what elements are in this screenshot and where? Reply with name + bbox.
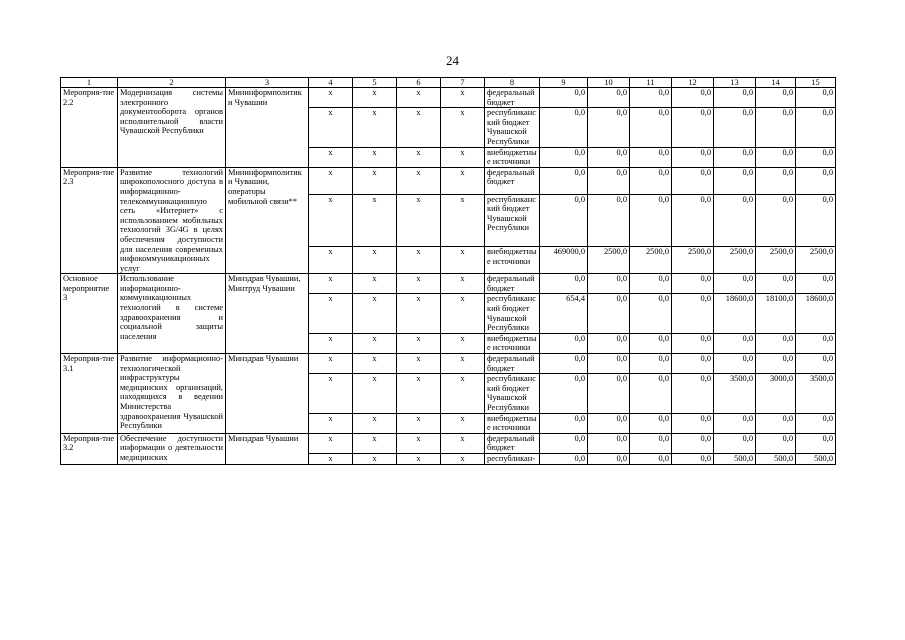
mark-cell: х <box>353 413 397 433</box>
mark-cell: х <box>441 354 485 374</box>
value-cell: 0,0 <box>588 108 630 147</box>
value-cell: 0,0 <box>756 167 796 194</box>
value-cell: 0,0 <box>756 333 796 353</box>
value-cell: 500,0 <box>756 453 796 464</box>
mark-cell: х <box>441 147 485 167</box>
value-cell: 2500,0 <box>796 247 836 274</box>
value-cell: 0,0 <box>588 147 630 167</box>
mark-cell: х <box>397 354 441 374</box>
funding-source: внебюджетные источники <box>485 147 540 167</box>
value-cell: 0,0 <box>672 453 714 464</box>
value-cell: 0,0 <box>540 333 588 353</box>
value-cell: 0,0 <box>714 88 756 108</box>
mark-cell: х <box>353 247 397 274</box>
funding-source: республикан- <box>485 453 540 464</box>
value-cell: 0,0 <box>588 274 630 294</box>
mark-cell: х <box>397 167 441 194</box>
value-cell: 500,0 <box>796 453 836 464</box>
value-cell: 2500,0 <box>756 247 796 274</box>
value-cell: 18600,0 <box>796 294 836 333</box>
funding-source: федеральный бюджет <box>485 433 540 453</box>
column-number: 15 <box>796 78 836 88</box>
mark-cell: х <box>309 194 353 247</box>
column-number: 3 <box>226 78 309 88</box>
event-executor: Мининформполитики Чувашии <box>226 88 309 168</box>
mark-cell: х <box>353 433 397 453</box>
column-number: 7 <box>441 78 485 88</box>
value-cell: 0,0 <box>796 433 836 453</box>
mark-cell: х <box>441 167 485 194</box>
mark-cell: х <box>441 333 485 353</box>
mark-cell: х <box>309 247 353 274</box>
value-cell: 2500,0 <box>714 247 756 274</box>
value-cell: 0,0 <box>540 88 588 108</box>
event-executor: Минздрав Чувашии <box>226 433 309 464</box>
mark-cell: х <box>353 108 397 147</box>
value-cell: 0,0 <box>796 274 836 294</box>
value-cell: 0,0 <box>630 147 672 167</box>
value-cell: 0,0 <box>630 108 672 147</box>
column-number: 6 <box>397 78 441 88</box>
value-cell: 0,0 <box>540 274 588 294</box>
value-cell: 0,0 <box>672 294 714 333</box>
value-cell: 0,0 <box>672 274 714 294</box>
mark-cell: х <box>441 433 485 453</box>
value-cell: 0,0 <box>796 108 836 147</box>
value-cell: 0,0 <box>540 147 588 167</box>
funding-source: внебюджетные источники <box>485 333 540 353</box>
table-row <box>61 88 836 108</box>
table-row <box>61 433 836 453</box>
value-cell: 0,0 <box>588 433 630 453</box>
event-code: Мероприя-тие 2.3 <box>61 167 118 274</box>
value-cell: 0,0 <box>588 413 630 433</box>
mark-cell: х <box>397 433 441 453</box>
mark-cell: х <box>353 274 397 294</box>
mark-cell: х <box>309 108 353 147</box>
mark-cell: х <box>397 274 441 294</box>
mark-cell: х <box>353 147 397 167</box>
funding-source: федеральный бюджет <box>485 354 540 374</box>
value-cell: 0,0 <box>630 88 672 108</box>
value-cell: 0,0 <box>714 433 756 453</box>
mark-cell: х <box>397 147 441 167</box>
mark-cell: х <box>441 88 485 108</box>
value-cell: 0,0 <box>588 294 630 333</box>
value-cell: 0,0 <box>672 413 714 433</box>
mark-cell: х <box>353 294 397 333</box>
value-cell: 0,0 <box>540 167 588 194</box>
table-body <box>61 78 836 465</box>
value-cell: 2500,0 <box>672 247 714 274</box>
mark-cell: х <box>397 453 441 464</box>
column-number: 2 <box>118 78 226 88</box>
mark-cell: х <box>309 354 353 374</box>
value-cell: 0,0 <box>630 294 672 333</box>
mark-cell: х <box>441 453 485 464</box>
value-cell: 0,0 <box>588 167 630 194</box>
event-name: Использование информационно-коммуникационных технологий в системе здравоохранения и социальной защиты населения <box>118 274 226 354</box>
funding-source: республиканский бюджет Чувашской Республики <box>485 294 540 333</box>
value-cell: 0,0 <box>796 167 836 194</box>
value-cell: 0,0 <box>796 333 836 353</box>
page-number: 24 <box>446 53 459 68</box>
value-cell: 0,0 <box>672 167 714 194</box>
value-cell: 0,0 <box>630 333 672 353</box>
value-cell: 0,0 <box>630 433 672 453</box>
value-cell: 0,0 <box>756 88 796 108</box>
value-cell: 3000,0 <box>756 374 796 413</box>
mark-cell: х <box>397 294 441 333</box>
value-cell: 654,4 <box>540 294 588 333</box>
mark-cell: х <box>309 167 353 194</box>
value-cell: 0,0 <box>714 194 756 247</box>
value-cell: 0,0 <box>672 333 714 353</box>
mark-cell: х <box>309 274 353 294</box>
funding-source: федеральный бюджет <box>485 274 540 294</box>
mark-cell: х <box>441 194 485 247</box>
value-cell: 0,0 <box>672 194 714 247</box>
funding-source: федеральный бюджет <box>485 167 540 194</box>
mark-cell: х <box>353 88 397 108</box>
value-cell: 0,0 <box>540 194 588 247</box>
value-cell: 0,0 <box>540 374 588 413</box>
value-cell: 0,0 <box>630 167 672 194</box>
mark-cell: х <box>309 333 353 353</box>
value-cell: 0,0 <box>756 354 796 374</box>
value-cell: 0,0 <box>796 413 836 433</box>
value-cell: 0,0 <box>796 147 836 167</box>
value-cell: 0,0 <box>630 374 672 413</box>
value-cell: 0,0 <box>714 147 756 167</box>
value-cell: 0,0 <box>630 194 672 247</box>
value-cell: 0,0 <box>714 108 756 147</box>
event-executor: Минздрав Чувашии, Минтруд Чувашии <box>226 274 309 354</box>
mark-cell: х <box>309 413 353 433</box>
value-cell: 0,0 <box>588 374 630 413</box>
table-row <box>61 274 836 294</box>
mark-cell: х <box>353 167 397 194</box>
column-number: 10 <box>588 78 630 88</box>
value-cell: 0,0 <box>630 354 672 374</box>
value-cell: 0,0 <box>672 354 714 374</box>
value-cell: 0,0 <box>540 413 588 433</box>
value-cell: 0,0 <box>630 453 672 464</box>
mark-cell: х <box>353 354 397 374</box>
event-code: Основное мероприятие 3 <box>61 274 118 354</box>
value-cell: 0,0 <box>672 433 714 453</box>
value-cell: 0,0 <box>672 147 714 167</box>
value-cell: 0,0 <box>756 194 796 247</box>
mark-cell: х <box>397 108 441 147</box>
mark-cell: х <box>309 147 353 167</box>
column-number: 14 <box>756 78 796 88</box>
mark-cell: х <box>397 247 441 274</box>
funding-source: республиканский бюджет Чувашской Республики <box>485 108 540 147</box>
value-cell: 2500,0 <box>630 247 672 274</box>
mark-cell: х <box>397 413 441 433</box>
value-cell: 0,0 <box>588 333 630 353</box>
event-name: Развитие информационно-технологической инфраструктуры медицинских организаций, находящихся в ведении Министерства здравоохранения Чувашской Республики <box>118 354 226 434</box>
value-cell: 0,0 <box>672 88 714 108</box>
value-cell: 500,0 <box>714 453 756 464</box>
value-cell: 0,0 <box>588 354 630 374</box>
value-cell: 0,0 <box>540 354 588 374</box>
value-cell: 469000,0 <box>540 247 588 274</box>
mark-cell: х <box>353 453 397 464</box>
value-cell: 0,0 <box>714 333 756 353</box>
table-row <box>61 167 836 194</box>
column-number: 5 <box>353 78 397 88</box>
mark-cell: х <box>309 453 353 464</box>
column-number: 4 <box>309 78 353 88</box>
value-cell: 0,0 <box>714 167 756 194</box>
value-cell: 3500,0 <box>796 374 836 413</box>
mark-cell: х <box>441 108 485 147</box>
column-number: 13 <box>714 78 756 88</box>
mark-cell: х <box>441 274 485 294</box>
event-code: Мероприя-тие 3.1 <box>61 354 118 434</box>
event-name: Модернизация системы электронного документооборота органов исполнительной власти Чувашской Республики <box>118 88 226 168</box>
value-cell: 0,0 <box>756 274 796 294</box>
funding-source: республиканский бюджет Чувашской Республики <box>485 194 540 247</box>
value-cell: 0,0 <box>588 88 630 108</box>
value-cell: 0,0 <box>756 433 796 453</box>
event-code: Мероприя-тие 3.2 <box>61 433 118 464</box>
funding-source: республиканский бюджет Чувашской Республики <box>485 374 540 413</box>
mark-cell: х <box>397 194 441 247</box>
value-cell: 18100,0 <box>756 294 796 333</box>
value-cell: 0,0 <box>796 354 836 374</box>
value-cell: 0,0 <box>756 413 796 433</box>
event-name: Развитие технологий широкополосного доступа в информационно-телекоммуникационную сеть «Интернет» с использованием мобильных технологий 3G/4G в целях обеспечения доступности для населения современных инфокоммуникационных услуг <box>118 167 226 274</box>
value-cell: 0,0 <box>796 88 836 108</box>
column-number: 12 <box>672 78 714 88</box>
value-cell: 0,0 <box>796 194 836 247</box>
mark-cell: х <box>441 247 485 274</box>
value-cell: 0,0 <box>588 453 630 464</box>
value-cell: 0,0 <box>630 274 672 294</box>
mark-cell: х <box>353 374 397 413</box>
value-cell: 0,0 <box>714 413 756 433</box>
column-number: 9 <box>540 78 588 88</box>
event-executor: Минздрав Чувашии <box>226 354 309 434</box>
value-cell: 0,0 <box>588 194 630 247</box>
value-cell: 0,0 <box>630 413 672 433</box>
event-executor: Мининформполитики Чувашии, операторы мобильной связи** <box>226 167 309 274</box>
event-code: Мероприя-тие 2.2 <box>61 88 118 168</box>
value-cell: 0,0 <box>540 453 588 464</box>
value-cell: 0,0 <box>672 108 714 147</box>
mark-cell: х <box>441 294 485 333</box>
mark-cell: х <box>353 194 397 247</box>
value-cell: 0,0 <box>672 374 714 413</box>
value-cell: 0,0 <box>756 147 796 167</box>
mark-cell: х <box>353 333 397 353</box>
mark-cell: х <box>441 374 485 413</box>
funding-source: внебюджетные источники <box>485 247 540 274</box>
value-cell: 0,0 <box>540 433 588 453</box>
mark-cell: х <box>309 294 353 333</box>
mark-cell: х <box>309 374 353 413</box>
mark-cell: х <box>309 433 353 453</box>
header-row <box>61 78 836 88</box>
mark-cell: х <box>397 374 441 413</box>
mark-cell: х <box>397 88 441 108</box>
column-number: 11 <box>630 78 672 88</box>
column-number: 8 <box>485 78 540 88</box>
event-name: Обеспечение доступности информации о деятельности медицинских <box>118 433 226 464</box>
value-cell: 2500,0 <box>588 247 630 274</box>
value-cell: 18600,0 <box>714 294 756 333</box>
value-cell: 0,0 <box>540 108 588 147</box>
column-number: 1 <box>61 78 118 88</box>
value-cell: 0,0 <box>714 354 756 374</box>
mark-cell: х <box>397 333 441 353</box>
value-cell: 3500,0 <box>714 374 756 413</box>
value-cell: 0,0 <box>756 108 796 147</box>
value-cell: 0,0 <box>714 274 756 294</box>
budget-table <box>60 77 836 465</box>
table-row <box>61 354 836 374</box>
funding-source: федеральный бюджет <box>485 88 540 108</box>
mark-cell: х <box>441 413 485 433</box>
mark-cell: х <box>309 88 353 108</box>
funding-source: внебюджетные источники <box>485 413 540 433</box>
